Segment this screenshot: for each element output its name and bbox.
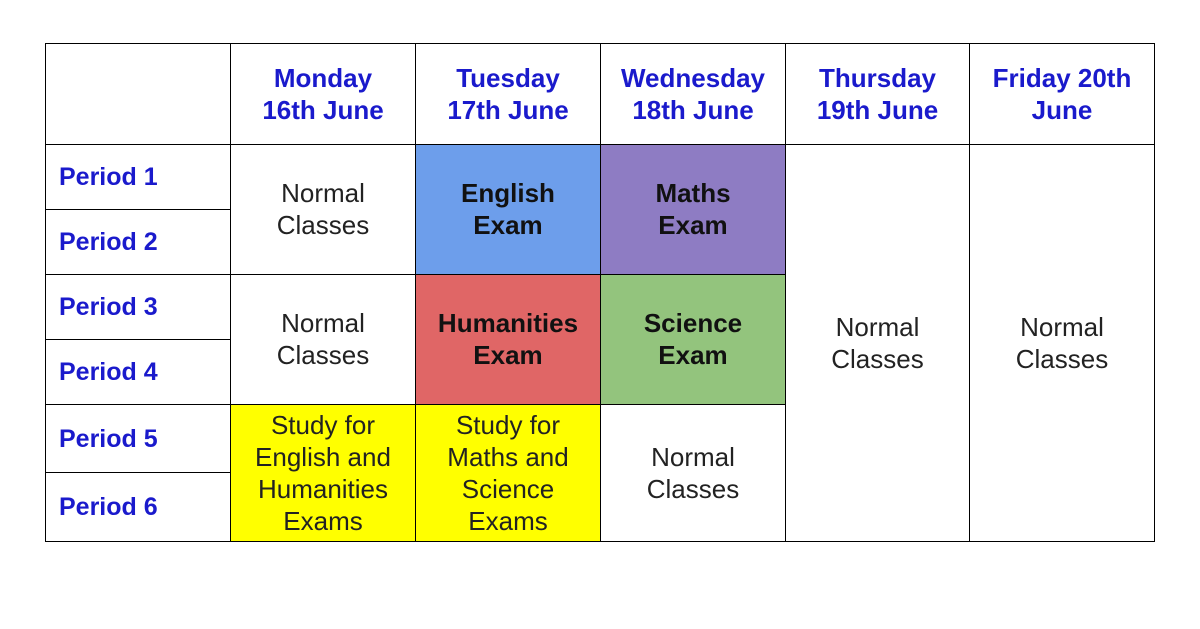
- monday-study-cell: Study for English and Humanities Exams: [231, 405, 416, 542]
- english-exam-cell: English Exam: [416, 144, 601, 274]
- maths-exam-cell: Maths Exam: [601, 144, 786, 274]
- humanities-exam-cell: Humanities Exam: [416, 274, 601, 404]
- exam-timetable: [45, 43, 1155, 542]
- day-header-monday: Monday 16th June: [231, 44, 416, 145]
- monday-p1-2-cell: Normal Classes: [231, 144, 416, 274]
- science-exam-cell: Science Exam: [601, 274, 786, 404]
- period-label-2: Period 2: [46, 209, 231, 274]
- day-header-friday: Friday 20th June: [970, 44, 1155, 145]
- thursday-cell: Normal Classes: [786, 144, 970, 541]
- tuesday-study-cell: Study for Maths and Science Exams: [416, 405, 601, 542]
- period-label-6: Period 6: [46, 473, 231, 542]
- friday-cell: Normal Classes: [970, 144, 1155, 541]
- period-label-3: Period 3: [46, 274, 231, 339]
- day-header-tuesday: Tuesday 17th June: [416, 44, 601, 145]
- period-label-4: Period 4: [46, 339, 231, 404]
- corner-cell: [46, 44, 231, 145]
- day-header-thursday: Thursday 19th June: [786, 44, 970, 145]
- header-row: [46, 44, 1155, 145]
- day-header-wednesday: Wednesday 18th June: [601, 44, 786, 145]
- monday-p3-4-cell: Normal Classes: [231, 274, 416, 404]
- period-row-1: [46, 144, 1155, 209]
- wednesday-p5-6-cell: Normal Classes: [601, 405, 786, 542]
- period-label-5: Period 5: [46, 405, 231, 473]
- period-label-1: Period 1: [46, 144, 231, 209]
